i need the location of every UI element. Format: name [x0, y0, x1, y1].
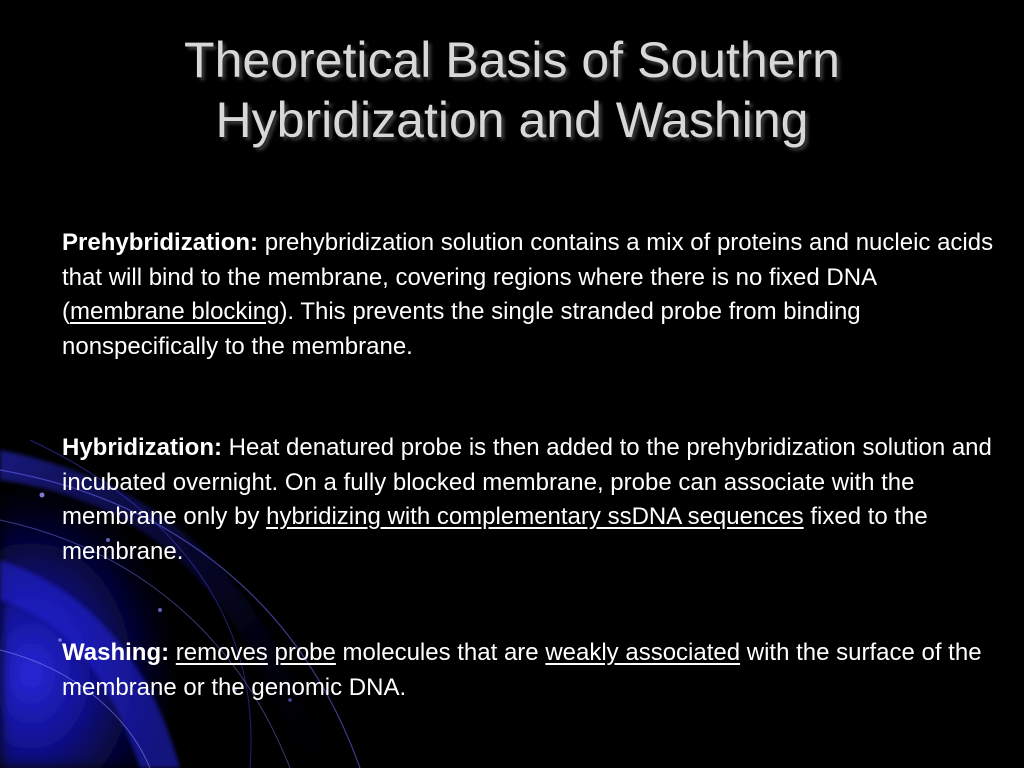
title-line-1: Theoretical Basis of Southern: [184, 32, 840, 88]
weakly-associated-link[interactable]: weakly associated: [545, 639, 741, 666]
sparkle-dot: [158, 608, 162, 612]
washing-text-4: with the surface of the membrane or the genomic DNA.: [62, 639, 982, 701]
slide-title: [60, 30, 964, 150]
hybridization-text-1: Heat denatured probe is then added to the prehybridization solution and incubated overnight. On a fully blocked membrane, probe can associate with the membrane only by: [62, 434, 992, 530]
prehybridization-text-1: prehybridization solution contains a mix of proteins and nucleic acids that will bind to the membrane, covering regions where there is no fixed DNA (: [62, 229, 994, 325]
membrane-blocking-link[interactable]: membrane blocking: [70, 298, 280, 325]
washing-text-1: [169, 639, 176, 666]
prehybridization-heading: Prehybridization:: [62, 229, 259, 256]
washing-paragraph: [62, 636, 1002, 705]
sparkle-dot: [40, 493, 45, 498]
washing-heading: Washing:: [62, 639, 170, 666]
washing-text-3: molecules that are: [335, 639, 546, 666]
hybridization-heading: Hybridization:: [62, 434, 222, 461]
removes-link[interactable]: removes: [175, 639, 268, 666]
title-line-2: Hybridization and Washing: [215, 92, 809, 148]
prehybridization-text-2: ). This prevents the single stranded probe from binding nonspecifically to the membrane.: [62, 298, 861, 360]
prehybridization-paragraph: [62, 226, 1002, 364]
hybridization-text-2: fixed to the membrane.: [62, 503, 928, 565]
probe-link[interactable]: probe: [274, 639, 336, 666]
hybridizing-link[interactable]: hybridizing with complementary ssDNA sequences: [266, 503, 804, 530]
hybridization-paragraph: [62, 431, 1002, 569]
